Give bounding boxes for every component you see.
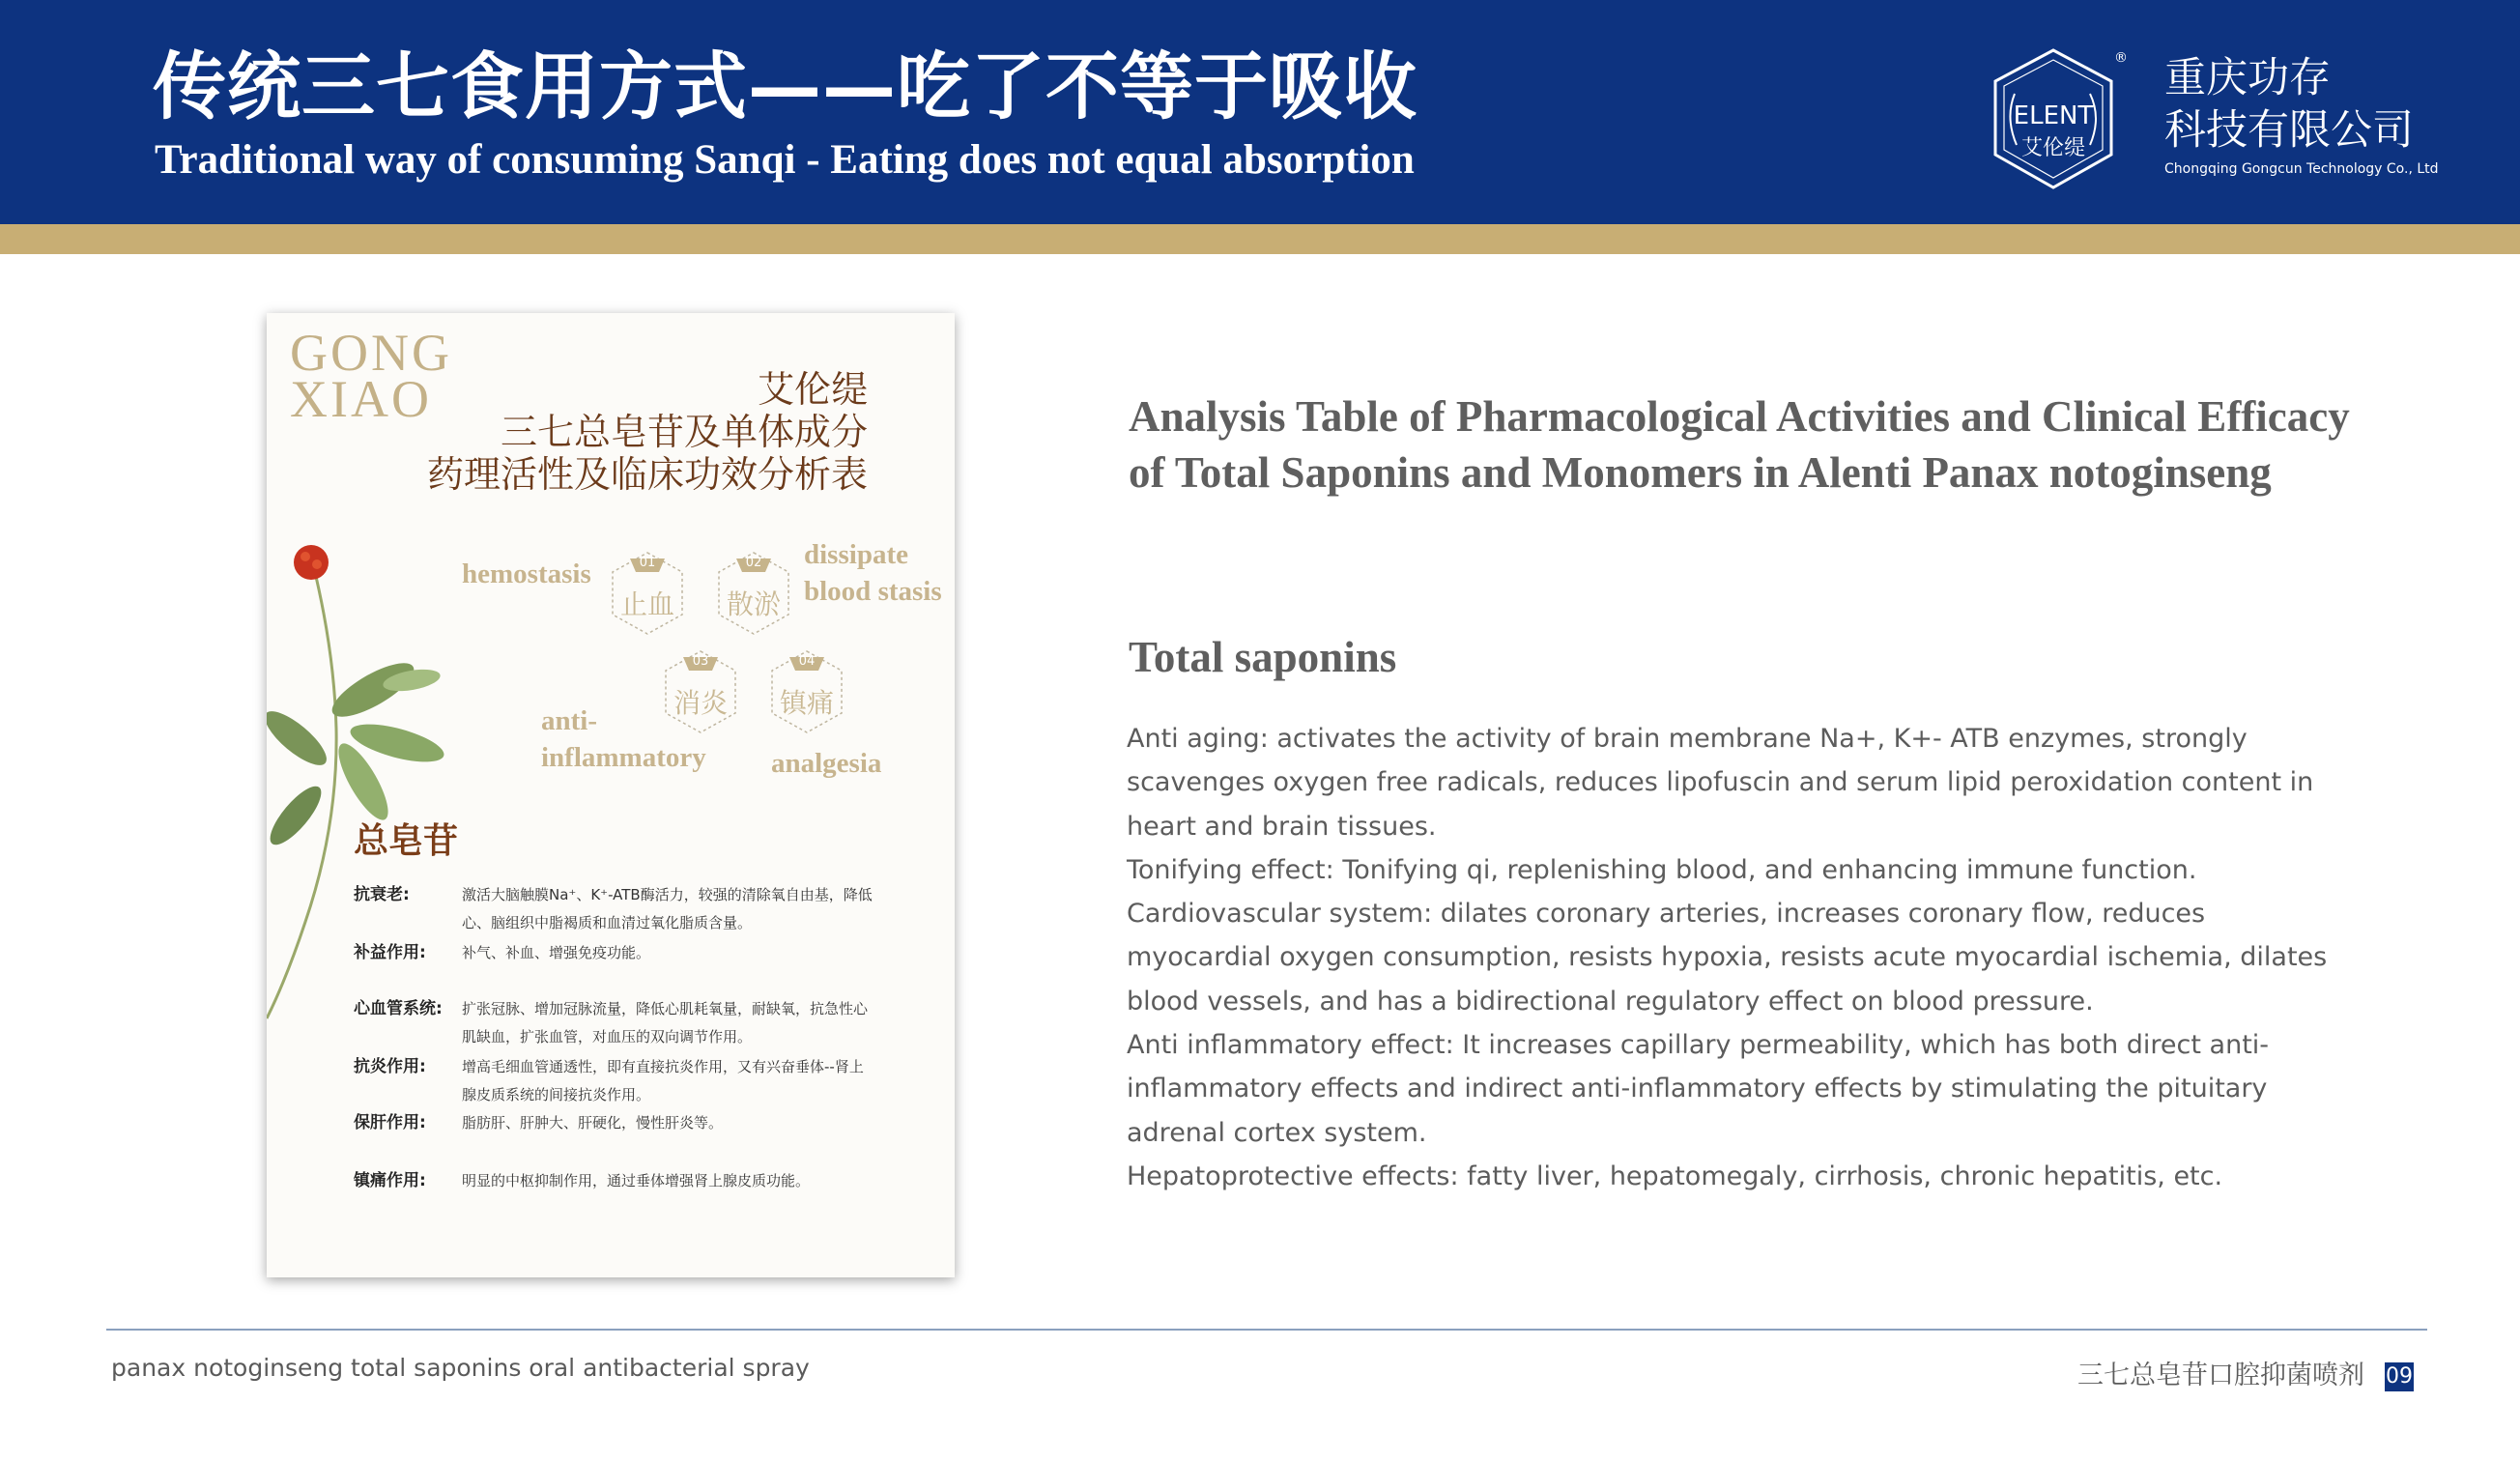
poster-row-value: 补气、补血、增强免疫功能。 [462,944,651,961]
poster-row-value: 明显的中枢抑制作用，通过垂体增强肾上腺皮质功能。 [462,1172,811,1189]
company-logo [1986,41,2131,200]
label-hemostasis: hemostasis [462,559,591,589]
poster-row-key: 抗衰老: [354,885,410,904]
poster-row-key: 镇痛作用: [354,1171,426,1190]
footer-product-cn: 三七总皂苷口腔抑菌喷剂 [2077,1361,2364,1390]
hex-badge [609,549,686,638]
poster-row-key: 补益作用: [354,943,426,962]
poster-row-value: 激活大脑触膜Na⁺、K⁺-ATB酶活力，较强的清除氧自由基，降低心、脑组织中脂褐质和血清过氧化脂质含量。 [462,886,873,931]
effect-anti-aging: Anti aging: activates the activity of brain membrane Na+, K+- ATB enzymes, strongly scavenges oxygen free radicals, reduces lipofuscin and serum lipid peroxidation content in heart and brain tissues. [1127,724,2314,842]
effects-text [1127,717,2334,1198]
analysis-heading: Analysis Table of Pharmacological Activities and Clinical Efficacy of Total Saponins and Monomers in Alenti Panax notoginseng [1129,392,2350,497]
label-anti: anti- [541,705,597,736]
poster-row-value: 脂肪肝、肝肿大、肝硬化，慢性肝炎等。 [462,1114,724,1132]
hex-badge [768,647,845,736]
poster-section-title: 总皂苷 [354,820,459,861]
total-saponins-heading: Total saponins [1129,633,1397,681]
hex-number: 03 [692,654,709,669]
header-gold-stripe [0,224,2520,254]
hex-label: 消炎 [673,687,728,719]
label-blood-stasis: blood stasis [804,576,942,607]
label-inflammatory: inflammatory [541,742,706,773]
hex-number: 01 [639,556,656,570]
effect-cardiovascular: Cardiovascular system: dilates coronary arteries, increases coronary flow, reduces myocardial oxygen consumption, resists hypoxia, resists acute myocardial ischemia, dilates blood vessels, and has a bidirectional regulatory effect on blood pressure. [1127,899,2328,1017]
page-title-cn: 传统三七食用方式——吃了不等于吸收 [153,43,1418,129]
poster-title-line2: 三七总皂苷及单体成分 [500,411,868,453]
hex-number: 04 [798,654,816,669]
page-title-en: Traditional way of consuming Sanqi - Eating does not equal absorption [155,137,1415,183]
hexagon-logo-icon [1986,41,2131,200]
poster-title-line1: 艾伦缇 [757,368,868,411]
hex-label: 止血 [619,588,674,620]
label-dissipate: dissipate [804,539,908,570]
hex-badge [715,549,792,638]
poster-title-line3: 药理活性及临床功效分析表 [426,453,868,496]
poster-xiao: XIAO [290,370,432,428]
company-name-cn-line1: 重庆功存 [2164,54,2331,102]
poster-row-key: 保肝作用: [354,1113,426,1132]
product-poster [267,313,955,1277]
poster-row-value: 扩张冠脉、增加冠脉流量，降低心肌耗氧量，耐缺氧，抗急性心肌缺血，扩张血管，对血压的双向调节作用。 [462,1000,869,1046]
hex-label: 镇痛 [779,687,834,719]
effect-anti-inflammatory: Anti inflammatory effect: It increases capillary permeability, which has both direct anti-inflammatory effects and indirect anti-inflammatory effects by stimulating the pituitary adrenal cortex system. [1127,1030,2270,1148]
label-analgesia: analgesia [771,748,882,779]
poster-gong: GONG [290,324,452,382]
page-number: 09 [2385,1362,2414,1391]
effect-tonifying: Tonifying effect: Tonifying qi, replenishing blood, and enhancing immune function. [1127,854,2197,885]
footer-product-en: panax notoginseng total saponins oral antibacterial spray [111,1354,810,1382]
registered-mark: ® [2114,50,2128,66]
poster-row-key: 心血管系统: [354,999,443,1018]
logo-brand-cn: 艾伦缇 [2020,136,2086,160]
logo-brand: ELENT [2013,101,2094,130]
poster-row-key: 抗炎作用: [354,1057,426,1076]
footer-divider [106,1329,2427,1331]
hex-badge [662,647,739,736]
poster-row-value: 增高毛细血管通透性，即有直接抗炎作用，又有兴奋垂体--肾上腺皮质系统的间接抗炎作用。 [462,1058,864,1103]
company-name-en: Chongqing Gongcun Technology Co., Ltd [2164,161,2439,177]
hex-number: 02 [745,556,762,570]
effect-hepatoprotective: Hepatoprotective effects: fatty liver, hepatomegaly, cirrhosis, chronic hepatitis, etc. [1127,1160,2223,1191]
hex-label: 散淤 [726,588,781,620]
company-name-cn-line2: 科技有限公司 [2164,106,2414,155]
